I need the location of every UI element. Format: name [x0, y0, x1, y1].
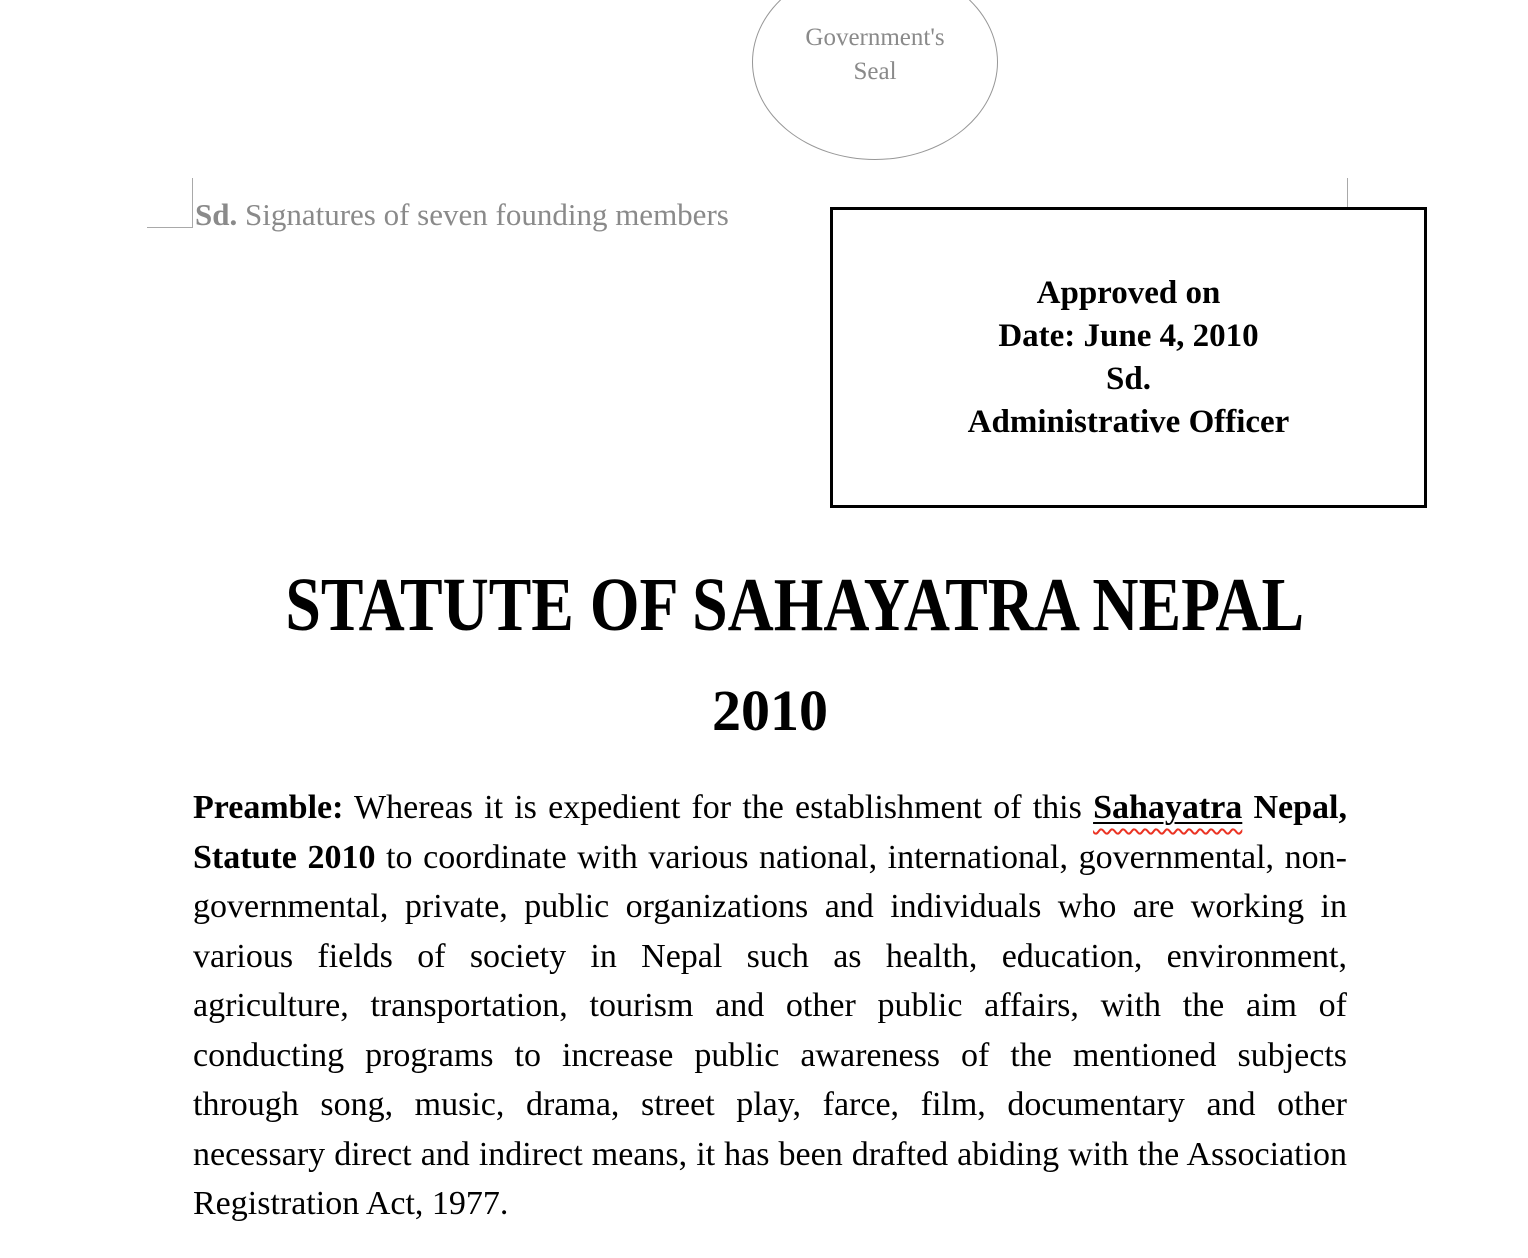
signature-note-text: Signatures of seven founding members [237, 197, 729, 232]
text-boundary-mark-left-horizontal [147, 227, 193, 228]
preamble-label: Preamble: [193, 789, 344, 826]
document-year: 2010 [712, 678, 828, 743]
misspelled-word-wrapper [1093, 789, 1242, 826]
preamble-text-1: Whereas it is expedient for the establishment of this [343, 789, 1094, 826]
preamble-paragraph [193, 783, 1347, 1229]
signature-note [195, 198, 729, 232]
approval-line-officer: Administrative Officer [967, 404, 1290, 440]
approval-line-date: Date: June 4, 2010 [998, 318, 1259, 354]
document-title: STATUTE OF SAHAYATRA NEPAL [285, 563, 1305, 647]
approval-box [830, 207, 1427, 508]
seal-text-line1: Government's [805, 24, 945, 51]
seal-text-line2: Seal [853, 58, 897, 85]
preamble-bold-phrase: Nepal, Statute 2010 [193, 789, 1347, 876]
preamble-text-2: to coordinate with various national, international, governmental, non-governmental, private, public organizations and individuals who are working in various fields of society in Nepal such as health, education, environment, agriculture, transportation, tourism and other public affairs, with the aim of conducting programs to increase public awareness of the mentioned subjects through song, music, drama, street play, farce, film, documentary and other necessary direct and indirect means, it has been drafted abiding with the Association Registration Act, 1977. [193, 838, 1347, 1222]
text-boundary-mark-left-vertical [192, 178, 193, 228]
government-seal-ellipse [752, 0, 998, 160]
approval-line-sd: Sd. [1106, 361, 1151, 397]
signature-note-sd: Sd. [195, 197, 238, 232]
approval-line-approved-on: Approved on [1036, 275, 1221, 311]
misspelled-word: Sahayatra [1093, 789, 1243, 826]
